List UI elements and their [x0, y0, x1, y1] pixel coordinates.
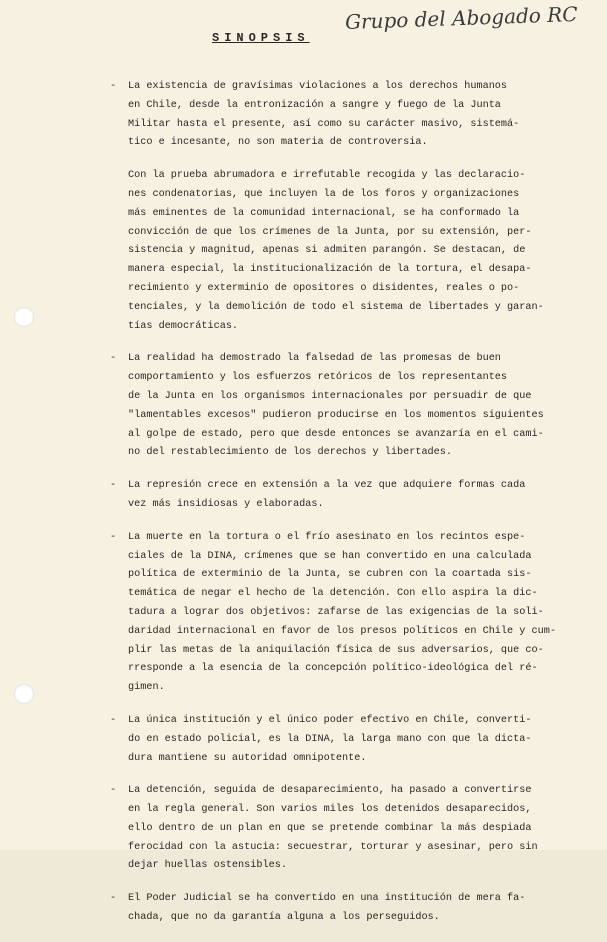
- text-line: convicción de que los crímenes de la Junta, por su extensión, per-: [128, 226, 532, 238]
- text-line: La muerte en la tortura o el frío asesinato en los recintos espe-: [128, 531, 526, 543]
- text-line: al golpe de estado, pero que desde entonces se avanzaría en el cami-: [128, 428, 544, 440]
- bullet-dash: -: [110, 785, 117, 797]
- text-line: recimiento y exterminio de opositores o disidentes, reales o po-: [128, 282, 520, 294]
- handwritten-note: Grupo del Abogado RC: [344, 1, 578, 35]
- text-line: La detención, seguida de desaparecimiento, ha pasado a convertirse: [128, 785, 532, 797]
- text-line: tico e incesante, no son materia de controversia.: [128, 137, 428, 149]
- bullet-dash: -: [110, 480, 117, 492]
- text-line: ferocidad con la astucia: secuestrar, torturar y asesinar, pero sin: [128, 841, 538, 853]
- text-line: vez más insidiosas y elaboradas.: [128, 498, 324, 510]
- text-line: La represión crece en extensión a la vez que adquiere formas cada: [128, 480, 526, 492]
- text-line: dejar huellas ostensibles.: [128, 860, 287, 872]
- text-line: comportamiento y los esfuerzos retóricos de los representantes: [128, 372, 508, 384]
- text-line: La existencia de gravísimas violaciones a los derechos humanos: [128, 81, 508, 92]
- binder-hole: [14, 307, 34, 327]
- text-line: El Poder Judicial se ha convertido en una institución de mera fa-: [128, 893, 526, 905]
- binder-hole: [14, 684, 34, 704]
- text-line: Militar hasta el presente, así como su carácter masivo, sistemá-: [128, 118, 520, 130]
- text-line: ciales de la DINA, crímenes que se han convertido en una calculada: [128, 550, 532, 562]
- text-line: ello dentro de un plan en que se pretende combinar la más despiada: [128, 822, 532, 834]
- text-line: La realidad ha demostrado la falsedad de las promesas de buen: [128, 353, 501, 365]
- text-line: tenciales, y la demolición de todo el sistema de libertades y garan-: [128, 301, 544, 313]
- text-line: manera especial, la institucionalización de la tortura, el desapa-: [128, 264, 532, 276]
- bullet-dash: -: [110, 893, 117, 905]
- paragraph: [110, 78, 580, 153]
- text-line: más eminentes de la comunidad internacional, se ha conformado la: [128, 207, 520, 219]
- bullet-dash: -: [110, 531, 117, 543]
- text-line: daridad internacional en favor de los presos políticos en Chile y cum-: [128, 625, 556, 637]
- text-line: política de exterminio de la Junta, se cubren con la coartada sis-: [128, 569, 532, 581]
- text-line: plir las metas de la aniquilación física de sus adversarios, que co-: [128, 644, 544, 656]
- text-line: sistencia y magnitud, apenas si admiten parangón. Se destacan, de: [128, 245, 526, 257]
- text-line: La única institución y el único poder efectivo en Chile, converti-: [128, 714, 532, 726]
- text-line: de la Junta en los organismos internacionales por persuadir de que: [128, 390, 532, 402]
- text-line: en Chile, desde la entronización a sangre y fuego de la Junta: [128, 99, 501, 111]
- text-line: tías democráticas.: [128, 320, 239, 332]
- bullet-dash: -: [110, 353, 117, 365]
- text-line: chada, que no da garantía alguna a los perseguidos.: [128, 912, 440, 924]
- paragraph: [110, 890, 580, 928]
- document-body: [110, 78, 580, 942]
- text-line: gimen.: [128, 682, 165, 694]
- text-line: dura mantiene su autoridad omnipotente.: [128, 752, 367, 764]
- paragraph: [128, 167, 580, 336]
- text-line: rresponde a la esencia de la concepción político-ideológica del ré-: [128, 663, 538, 675]
- paragraph: [110, 529, 580, 698]
- paragraph: [110, 477, 580, 515]
- text-line: Con la prueba abrumadora e irrefutable recogida y las declaracio-: [128, 170, 526, 182]
- text-line: do en estado policial, es la DINA, la larga mano con que la dicta-: [128, 733, 532, 745]
- paragraph: [110, 350, 580, 463]
- text-line: no del restablecimiento de los derechos y libertades.: [128, 447, 453, 459]
- text-line: tadura a lograr dos objetivos: zafarse de las exigencias de la soli-: [128, 606, 544, 618]
- text-line: nes condenatorias, que incluyen la de los foros y organizaciones: [128, 188, 520, 200]
- paragraph: [110, 712, 580, 768]
- bullet-dash: -: [110, 81, 117, 92]
- bullet-dash: -: [110, 714, 117, 726]
- text-line: temática de negar el hecho de la detención. Con ello aspira la dic-: [128, 588, 538, 600]
- text-line: "lamentables excesos" pudieron producirse en los momentos siguientes: [128, 409, 544, 421]
- paragraph: [110, 782, 580, 876]
- document-title: SINOPSIS: [212, 31, 310, 45]
- text-line: en la regla general. Son varios miles los detenidos desaparecidos,: [128, 804, 532, 816]
